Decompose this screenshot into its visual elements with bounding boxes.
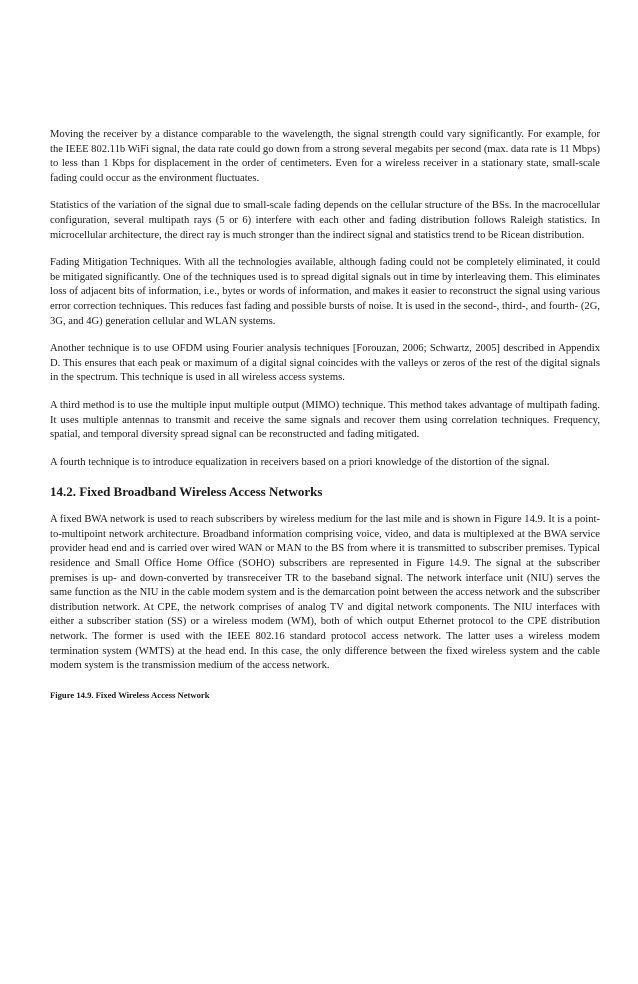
- paragraph-fading-mitigation: Fading Mitigation Techniques. With all the technologies available, although fading could not be completely eliminated, it could be mitigated significantly. One of the techniques used is to spread digital signals out in time by interleaving them. This eliminates loss of adjacent bits of information, i.e., bytes or words of information, and makes it easier to reconstruct the signal using various error correction techniques. This reduces fast fading and possible bursts of noise. It is used in the second-, third-, and fourth- (2G, 3G, and 4G) generation cellular and WLAN systems.: [50, 257, 600, 327]
- paragraph-equalization: A fourth technique is to introduce equalization in receivers based on a priori knowledge of the distortion of the signal.: [50, 456, 550, 468]
- paragraph-mimo: A third method is to use the multiple input multiple output (MIMO) technique. This method takes advantage of multipath fading. It uses multiple antennas to transmit and receive the same signals and recover them using correlation techniques. Frequency, spatial, and temporal diversity spread signal can be reconstructed and fading mitigated.: [50, 399, 600, 441]
- section-heading: 14.2. Fixed Broadband Wireless Access Networks: [50, 484, 323, 500]
- paragraph-fixed-bwa: A fixed BWA network is used to reach subscribers by wireless medium for the last mile and is shown in Figure 14.9. It is a point-to-multipoint network architecture. Broadband information comprising voice, video, and data is multiplexed at the BWA service provider head end and is carried over wired WAN or MAN to the BS from where it is transmitted to subscriber premises. Typical residence and Small Office Home Office (SOHO) subscribers are represented in Figure 14.9. The signal at the subscriber premises is up- and down-converted by transreceiver TR to the baseband signal. The network interface unit (NIU) serves the same function as the NIU in the cable modem system and is the demarcation point between the access network and the subscriber distribution network. At CPE, the network comprises of analog TV and digital network components. The NIU interfaces with either a subscriber station (SS) or a wireless modem (WM), both of which output Ethernet protocol to the CPE distribution network. The former is used with the IEEE 802.16 standard protocol access network. The latter uses a wireless modem termination system (WMTS) at the head end. In this case, the only difference between the fixed wireless system and the cable modem system is the transmission medium of the access network.: [50, 514, 600, 672]
- figure-caption: Figure 14.9. Fixed Wireless Access Network: [50, 689, 210, 700]
- document-page: [50, 128, 600, 701]
- paragraph-fading-statistics: Statistics of the variation of the signal due to small-scale fading depends on the cellular structure of the BSs. In the macrocellular configuration, several multipath rays (5 or 6) interfere with each other and fading distribution follows Raleigh statistics. In microcellular architecture, the direct ray is much stronger than the indirect signal and statistics trend to be Ricean distribution.: [50, 200, 600, 241]
- paragraph-ofdm: Another technique is to use OFDM using Fourier analysis techniques [Forouzan, 2006; Schwartz, 2005] described in Appendix D. This ensures that each peak or maximum of a digital signal coincides with the valleys or zeros of the rest of the digital signals in the spectrum. This technique is used in all wireless access systems.: [50, 343, 600, 384]
- paragraph-small-scale-fading: Moving the receiver by a distance comparable to the wavelength, the signal strength could vary significantly. For example, for the IEEE 802.11b WiFi signal, the data rate could go down from a strong several megabits per second (max. data rate is 11 Mbps) to less than 1 Kbps for displacement in the order of centimeters. Even for a wireless receiver in a stationary state, small-scale fading could occur as the environment fluctuates.: [50, 129, 600, 184]
